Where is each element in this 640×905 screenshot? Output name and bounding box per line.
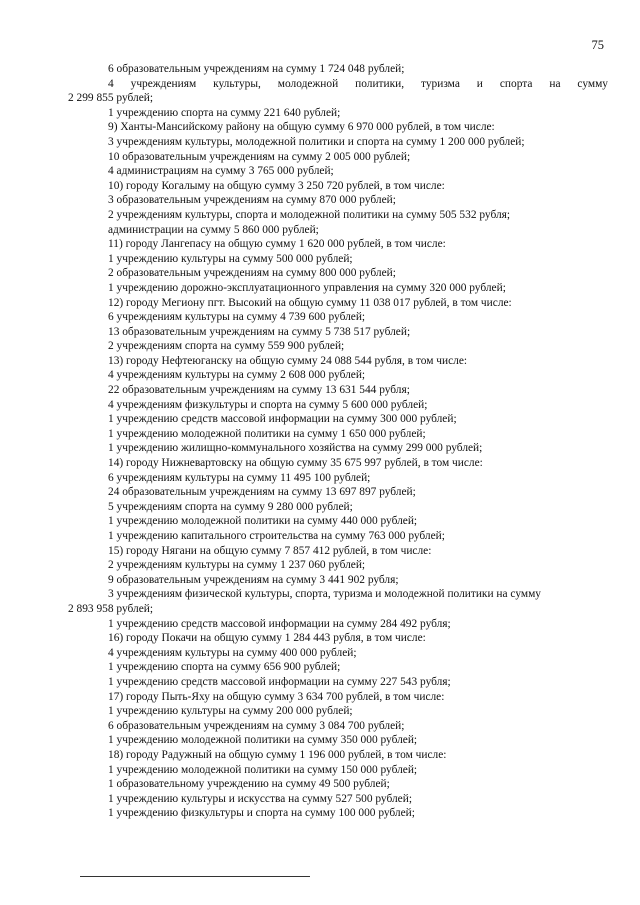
text-line: 1 учреждению молодежной политики на сумму 440 000 рублей; — [108, 515, 418, 528]
text-line: 1 учреждению дорожно-эксплуатационного управления на сумму 320 000 рублей; — [108, 281, 506, 294]
text-line: 3 учреждениям физической культуры, спорта, туризма и молодежной политики на сумму — [108, 588, 541, 601]
text-line: 1 учреждению культуры и искусства на сумму 527 500 рублей; — [108, 792, 412, 805]
text-line: 6 образовательным учреждениям на сумму 1 724 048 рублей; — [108, 63, 405, 75]
text-line: 17) городу Пыть-Яху на общую сумму 3 634 700 рублей, в том числе: — [108, 690, 445, 703]
text-line: 14) городу Нижневартовску на общую сумму 35 675 997 рублей, в том числе: — [108, 457, 483, 470]
text-line: 9) Ханты-Мансийскому району на общую сумму 6 970 000 рублей, в том числе: — [108, 121, 495, 134]
text-line: 2 образовательным учреждениям на сумму 800 000 рублей; — [108, 267, 396, 280]
text-line: 4 учреждениям культуры на сумму 400 000 рублей; — [108, 646, 357, 659]
text-line: 3 образовательным учреждениям на сумму 870 000 рублей; — [108, 194, 396, 207]
text-line: 9 образовательным учреждениям на сумму 3 441 902 рубля; — [108, 573, 399, 586]
text-line: 2 учреждениям спорта на сумму 559 900 рублей; — [108, 340, 345, 353]
text-line: 1 учреждению физкультуры и спорта на сумму 100 000 рублей; — [108, 807, 415, 820]
text-line: 1 учреждению культуры на сумму 500 000 рублей; — [108, 252, 353, 265]
text-line: 4 администрациям на сумму 3 765 000 рублей; — [108, 165, 334, 178]
text-line: 1 образовательному учреждению на сумму 49 500 рублей; — [108, 778, 390, 791]
text-line: 5 учреждениям спорта на сумму 9 280 000 рублей; — [108, 500, 353, 513]
text-line: 2 учреждениям культуры на сумму 1 237 060 рублей; — [108, 559, 366, 572]
text-line: 1 учреждению молодежной политики на сумму 150 000 рублей; — [108, 763, 418, 776]
text-line: 6 учреждениям культуры на сумму 11 495 100 рублей; — [108, 471, 371, 484]
text-line: 2 учреждениям культуры, спорта и молодежной политики на сумму 505 532 рубля; — [108, 208, 511, 221]
text-line: 1 учреждению молодежной политики на сумму 350 000 рублей; — [108, 734, 418, 747]
text-line: 10 образовательным учреждениям на сумму 2 005 000 рублей; — [108, 150, 411, 163]
document-body — [68, 62, 608, 821]
text-line: 4 учреждениям культуры на сумму 2 608 000 рублей; — [108, 369, 366, 382]
text-line: 1 учреждению молодежной политики на сумму 1 650 000 рублей; — [108, 427, 426, 440]
text-line: 4 учреждениям культуры, молодежной политики, туризма и спорта на сумму — [108, 77, 608, 90]
text-line: 1 учреждению капитального строительства на сумму 763 000 рублей; — [108, 530, 445, 542]
text-line: 6 учреждениям культуры на сумму 4 739 600 рублей; — [108, 311, 366, 324]
text-line: администрации на сумму 5 860 000 рублей; — [108, 223, 319, 236]
text-line: 1 учреждению спорта на сумму 656 900 рублей; — [108, 661, 341, 674]
text-line: 1 учреждению культуры на сумму 200 000 рублей; — [108, 705, 353, 718]
text-line: 1 учреждению средств массовой информации на сумму 227 543 рубля; — [108, 675, 451, 688]
text-line: 22 образовательным учреждениям на сумму 13 631 544 рубля; — [108, 384, 410, 397]
text-line: 15) городу Нягани на общую сумму 7 857 412 рублей, в том числе: — [108, 544, 432, 557]
text-line: 10) городу Когалыму на общую сумму 3 250 720 рублей, в том числе: — [108, 179, 445, 192]
text-line: 3 учреждениям культуры, молодежной политики и спорта на сумму 1 200 000 рублей; — [108, 135, 525, 148]
text-line: 13) городу Нефтеюганску на общую сумму 24 088 544 рубля, в том числе: — [108, 354, 468, 367]
text-line: 11) городу Лангепасу на общую сумму 1 620 000 рублей, в том числе: — [108, 238, 446, 251]
text-line: 4 учреждениям физкультуры и спорта на сумму 5 600 000 рублей; — [108, 398, 428, 411]
text-line: 1 учреждению жилищно-коммунального хозяйства на сумму 299 000 рублей; — [108, 442, 483, 455]
footer-divider — [80, 876, 310, 877]
text-line: 2 299 855 рублей; — [68, 92, 154, 105]
text-line: 12) городу Мегиону пгт. Высокий на общую сумму 11 038 017 рублей, в том числе: — [108, 296, 512, 309]
text-line: 1 учреждению средств массовой информации на сумму 284 492 рубля; — [108, 617, 451, 630]
text-line: 16) городу Покачи на общую сумму 1 284 443 рубля, в том числе: — [108, 632, 426, 645]
text-line: 1 учреждению спорта на сумму 221 640 рублей; — [108, 106, 341, 119]
text-line: 24 образовательным учреждениям на сумму 13 697 897 рублей; — [108, 486, 416, 499]
text-line: 1 учреждению средств массовой информации на сумму 300 000 рублей; — [108, 413, 457, 426]
text-line: 18) городу Радужный на общую сумму 1 196 000 рублей, в том числе: — [108, 748, 447, 761]
text-line: 6 образовательным учреждениям на сумму 3 084 700 рублей; — [108, 719, 405, 732]
text-line: 2 893 958 рублей; — [68, 602, 154, 615]
page-number: 75 — [591, 38, 604, 52]
text-line: 13 образовательным учреждениям на сумму 5 738 517 рублей; — [108, 325, 411, 338]
